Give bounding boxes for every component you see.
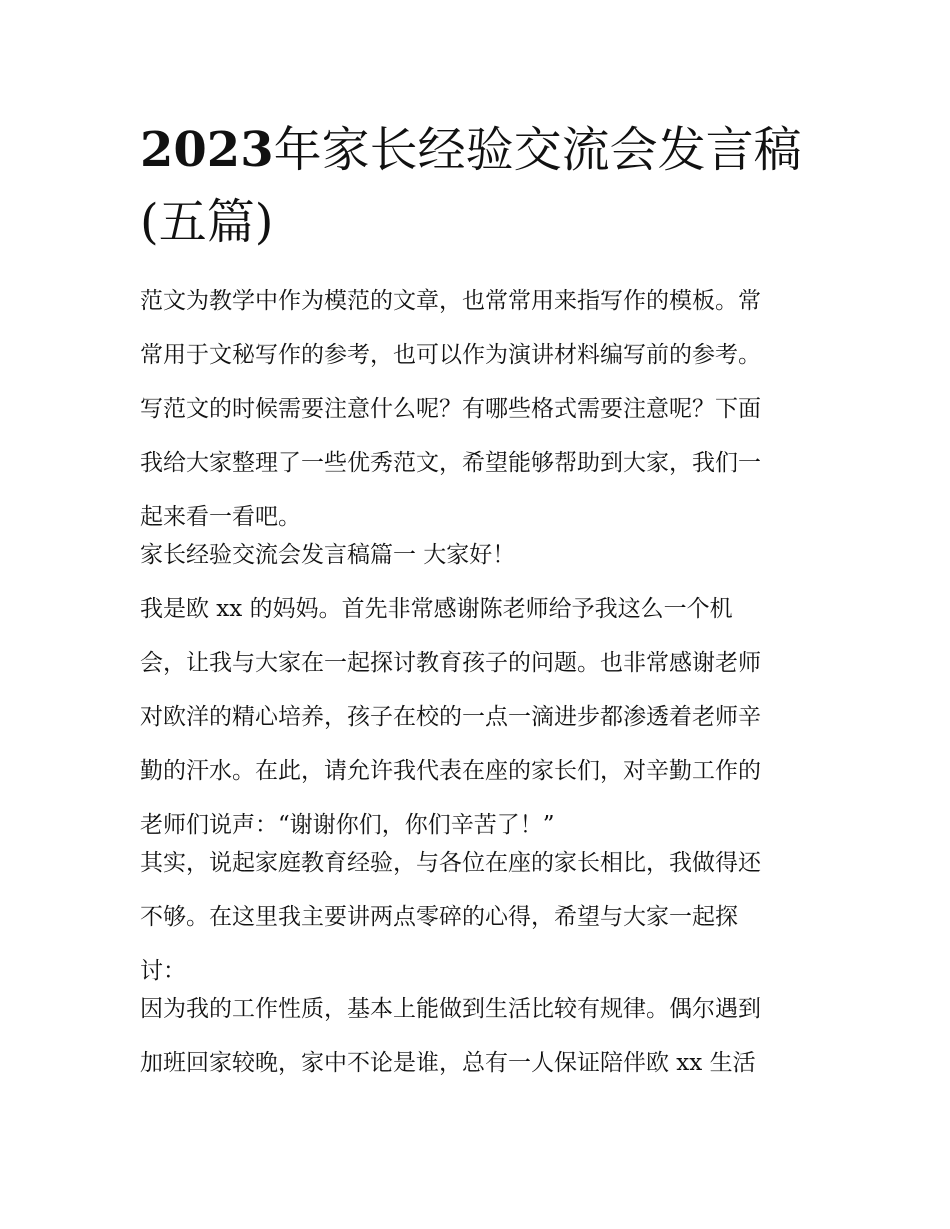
- body-line: 因为我的工作性质，基本上能做到生活比较有规律。偶尔遇到: [140, 996, 761, 1022]
- body-line: 其实，说起家庭教育经验，与各位在座的家长相比，我做得还: [140, 850, 761, 876]
- body-line: 范文为教学中作为模范的文章，也常常用来指写作的模板。常: [140, 288, 761, 314]
- document-body: [140, 282, 820, 1082]
- body-line: 老师们说声：“谢谢你们，你们辛苦了！”: [140, 812, 555, 838]
- title-year: 2023: [140, 122, 274, 178]
- body-line: 不够。在这里我主要讲两点零碎的心得，希望与大家一起探: [140, 904, 738, 930]
- body-line: 勤的汗水。在此，请允许我代表在座的家长们，对辛勤工作的: [140, 758, 761, 784]
- body-line: 会，让我与大家在一起探讨教育孩子的问题。也非常感谢老师: [140, 650, 761, 676]
- body-line: 讨：: [140, 958, 186, 984]
- body-line: 起来看一看吧。: [140, 504, 301, 530]
- document-title: [140, 114, 820, 258]
- title-text-line1: 年家长经验交流会发言稿: [273, 122, 802, 178]
- body-line: 加班回家较晚，家中不论是谁，总有一人保证陪伴欧 xx 生活: [140, 1050, 756, 1076]
- body-line: 对欧洋的精心培养，孩子在校的一点一滴进步都渗透着老师辛: [140, 704, 761, 730]
- title-text-line2: (五篇): [140, 194, 274, 250]
- body-line: 我给大家整理了一些优秀范文，希望能够帮助到大家，我们一: [140, 450, 761, 476]
- body-line: 常用于文秘写作的参考，也可以作为演讲材料编写前的参考。: [140, 342, 761, 368]
- body-line: 写范文的时候需要注意什么呢？有哪些格式需要注意呢？下面: [140, 396, 761, 422]
- body-line: 我是欧 xx 的妈妈。首先非常感谢陈老师给予我这么一个机: [140, 596, 733, 622]
- section-heading: 家长经验交流会发言稿篇一 大家好！: [140, 542, 516, 568]
